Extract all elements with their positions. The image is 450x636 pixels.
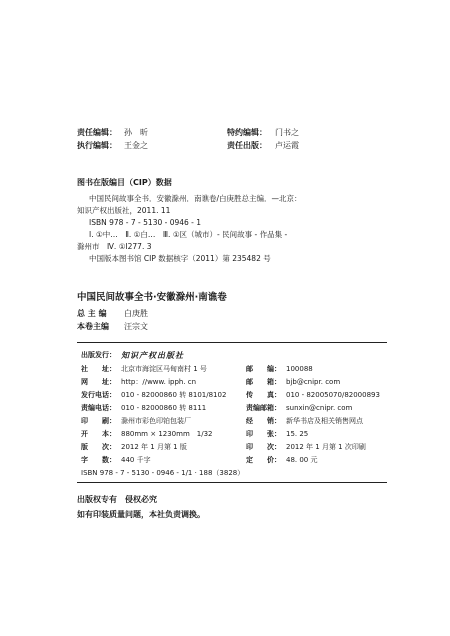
editor-label: 责任编辑： (77, 128, 117, 137)
info-label: 社 址： (81, 365, 116, 373)
chief-editor-value: 白庚胜 (124, 309, 148, 318)
info-row (81, 416, 381, 427)
info-value: 滁州市彩色印铂包装厂 (121, 417, 191, 425)
volume-editor-label: 本卷主编 (77, 322, 109, 331)
print-value: 卢运霞 (275, 141, 299, 150)
isbn-line: ISBN 978 - 7 - 5130 - 0946 - 1/1 · 188（3828） (81, 469, 245, 477)
info-row (81, 377, 381, 388)
info-label: 定 价： (246, 456, 281, 464)
info-label: 印 刷： (81, 417, 116, 425)
info-value: bjb@cnipr. com (286, 378, 341, 386)
info-row (81, 403, 381, 414)
info-value: 010 - 82000860 转 8111 (121, 404, 207, 412)
top-divider (77, 342, 387, 343)
info-value: 440 千字 (121, 456, 151, 464)
info-value: 新华书店及相关销售网点 (286, 417, 363, 425)
info-label: 责编电话： (81, 404, 116, 412)
info-label: 经 销： (246, 417, 281, 425)
info-value: 010 - 82000860 转 8101/8102 (121, 391, 227, 399)
info-label: 网 址： (81, 378, 116, 386)
copyright-notice: 出版权专有 侵权必究 (77, 495, 157, 504)
publisher-label: 出版发行： (81, 351, 116, 359)
publisher-name: 知识产权出版社 (121, 350, 184, 360)
info-value: sunxin@cnipr. com (286, 404, 353, 412)
info-row (81, 390, 381, 401)
info-value: http：//www. ipph. cn (121, 378, 197, 386)
book-title: 中国民间故事全书·安徽滁州·南谯卷 (77, 292, 227, 303)
info-value: 100088 (286, 365, 313, 373)
info-label: 邮 编： (246, 365, 281, 373)
info-value: 48. 00 元 (286, 456, 318, 464)
info-label: 印 次： (246, 443, 281, 451)
info-label: 传 真： (246, 391, 281, 399)
info-label: 字 数： (81, 456, 116, 464)
info-label: 印 张： (246, 430, 281, 438)
info-row (81, 442, 381, 453)
info-value: 010 - 82005070/82000893 (286, 391, 380, 399)
info-label: 版 次： (81, 443, 116, 451)
designer-value: 门书之 (275, 128, 299, 137)
info-label: 邮 箱： (246, 378, 281, 386)
info-value: 北京市海淀区马甸南村 1 号 (121, 365, 207, 373)
cip-heading: 图书在版编目（CIP）数据 (77, 178, 172, 187)
editor-value: 孙 昕 (124, 128, 148, 137)
info-row (81, 364, 381, 375)
chief-editor-label: 总 主 编 (77, 309, 107, 318)
info-value: 2012 年 1 月第 1 版 (121, 443, 187, 451)
cip-line: 知识产权出版社，2011. 11 (77, 206, 171, 215)
info-label: 发行电话： (81, 391, 116, 399)
designer-label: 特约编辑： (227, 128, 267, 137)
cip-line: 滁州市 Ⅳ. ①I277. 3 (77, 242, 152, 251)
info-value: 880mm × 1230mm 1/32 (121, 430, 213, 438)
info-row (81, 455, 381, 466)
info-row (81, 429, 381, 440)
exec-editor-value: 王金之 (124, 141, 148, 150)
print-label: 责任出版： (227, 141, 267, 150)
exec-editor-label: 执行编辑： (77, 141, 117, 150)
volume-editor-value: 汪宗文 (124, 322, 148, 331)
bottom-divider (77, 482, 387, 483)
info-value: 2012 年 1 月第 1 次印刷 (286, 443, 366, 451)
info-label: 开 本： (81, 430, 116, 438)
cip-line: Ⅰ. ①中… Ⅱ. ①白… Ⅲ. ①区（城市）- 民间故事 - 作品集 - (89, 230, 288, 239)
quality-notice: 如有印装质量问题，本社负责调换。 (77, 510, 205, 519)
cip-line: 中国版本图书馆 CIP 数据核字（2011）第 235482 号 (89, 254, 271, 263)
info-label: 责编邮箱： (246, 404, 281, 412)
cip-line: 中国民间故事全书．安徽滁州．南谯卷/白庚胜总主编．—北京： (89, 194, 302, 203)
info-value: 15. 25 (286, 430, 309, 438)
cip-line: ISBN 978 - 7 - 5130 - 0946 - 1 (89, 218, 202, 227)
